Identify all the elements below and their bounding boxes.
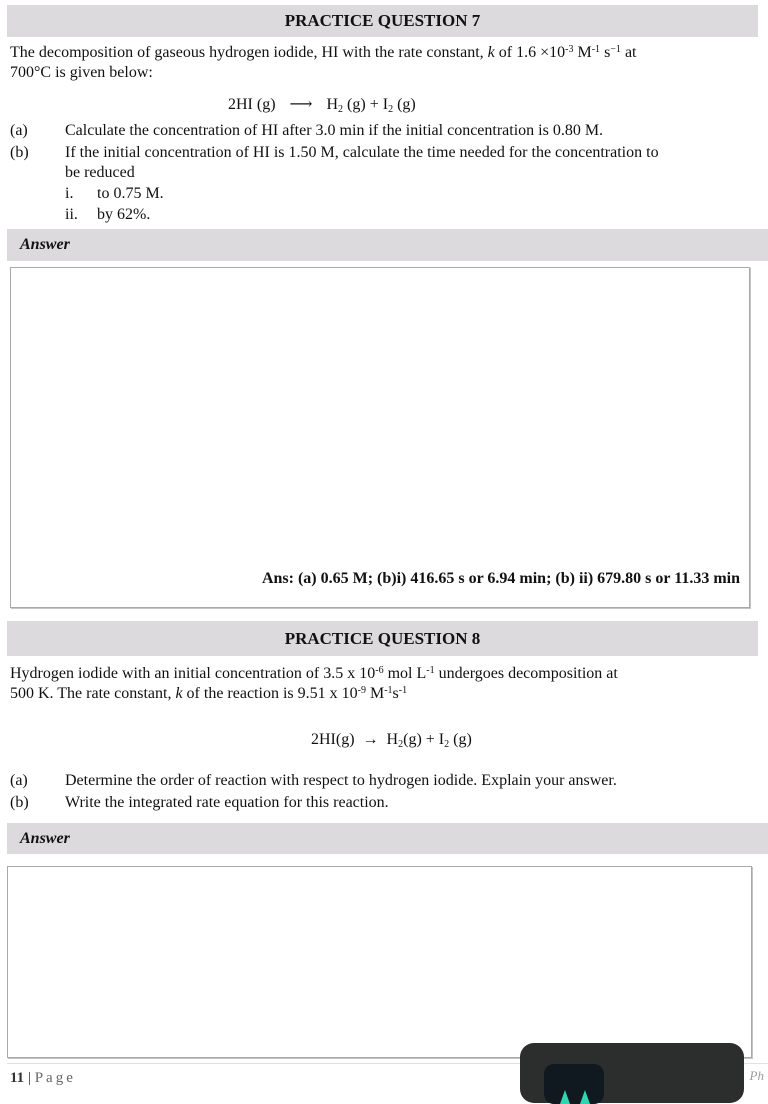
q7-intro-line1: The decomposition of gaseous hydrogen iodide, HI with the rate constant, k of $1.6 \times 10^{-3}$ $M^{-1}$ $s^{-1}$ at [10,44,637,61]
q7-answer-key: Ans: (a) 0.65 M; (b)i) 416.65 s or 6.94 min; (b) ii) 679.80 s or 11.33 min [261,570,740,587]
q8-intro-line2: 500 K. The rate constant, k of the reaction is 9.51 x $10^{-9}$ $M^{-1}s^{-1}$ [10,685,408,702]
q7-intro-line2: 700°C is given below: [10,64,153,81]
q8-intro-line1: Hydrogen iodide with an initial concentration of 3.5 x $10^{-6}$ mol $L^{-1}$ undergoes decomposition at [10,665,618,682]
q8-item-a: (a) Determine the order of reaction with respect to hydrogen iodide. Explain your answer. [10,772,617,789]
q7-title: PRACTICE QUESTION 7 [284,11,481,30]
q8-intro [10,664,760,704]
q7-answer-label: Answer [20,236,70,253]
q7-subitem-i: i. to 0.75 M. [65,185,164,202]
app-logo-icon[interactable] [544,1064,604,1104]
q8-item-b: (b) Write the integrated rate equation for this reaction. [10,794,389,811]
q8-answer-band [7,823,768,854]
q7-subitem-ii: ii. by 62%. [65,206,151,223]
q8-answer-box[interactable] [7,866,752,1058]
reaction-arrow-icon: → [362,731,379,748]
reaction-arrow-icon: ⟶ [289,96,313,113]
q8-equation: $2HI(g) \to H_2(g) + I_2$ (g) [311,731,472,750]
q7-answer-box[interactable] [10,267,750,608]
q7-item-b: (b) If the initial concentration of HI is 1.50 M, calculate the time needed for the concentration to be reduced [10,144,659,181]
q8-title: PRACTICE QUESTION 8 [284,629,481,648]
page-footer: 11 | Page [10,1070,76,1086]
q7-intro [10,43,760,83]
q7-title-band [7,5,758,37]
floating-app-popup[interactable] [520,1043,744,1103]
q7-answer-band [7,229,768,261]
q8-title-band [7,621,758,656]
q7-equation: 2HI (g) ⟶ $H_2$ $(g) + I_2$ (g) [228,96,416,115]
q7-item-a: (a) Calculate the concentration of HI after 3.0 min if the initial concentration is 0.80 M. [10,122,604,139]
q8-answer-label: Answer [20,830,70,847]
footer-corner-text: Ph [749,1068,764,1083]
